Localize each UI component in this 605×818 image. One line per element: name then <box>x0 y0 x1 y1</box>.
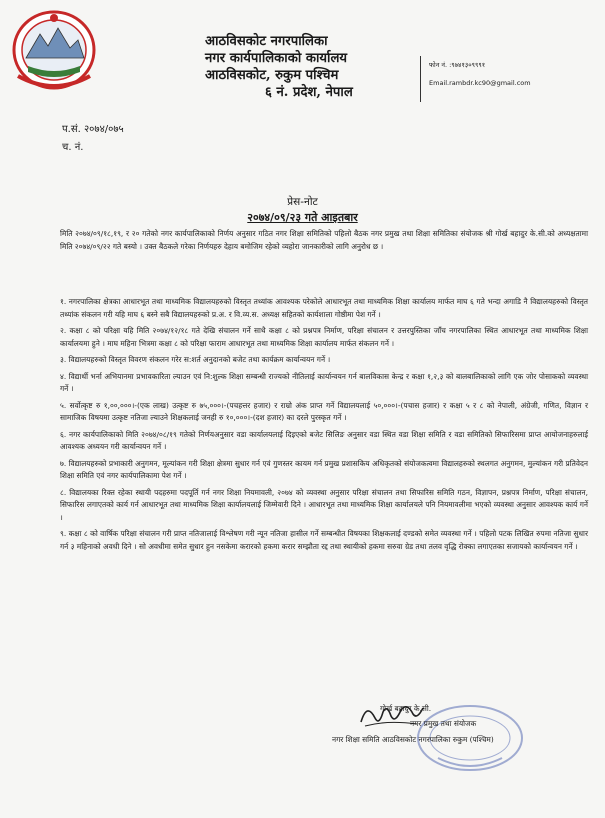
municipality-name: आठविसकोट नगरपालिका <box>205 34 328 49</box>
decision-item: १. नगरपालिका क्षेत्रका आधारभूत तथा माध्यमिक विद्यालयहरुको विस्तृत तथ्यांक आवश्यक परेकोले आधारभूत तथा माध्यमिक शिक्षा कार्यालय मार्फत माघ ६ गते भन्दा अगाडि नै विद्यालयहरुको विस्तृत तथ्यांक संकलन गरी यहि माघ ६ बस्ने सबै विद्यालयहरुको प्र.अ. र वि.व्य.स. अध्यक्ष सहितको कार्यशाला गोष्ठीमा पेश गर्ने । <box>60 297 588 319</box>
province-line: ६ नं. प्रदेश, नेपाल <box>265 85 353 100</box>
office-address: आठविसकोट, रुकुम पश्चिम <box>205 68 339 83</box>
decision-item: ५. सर्वोत्कृष्ट रु १,००,०००।-(एक लाख) उत्कृष्ट रु ७५,०००।-(पचहत्तर हजार) र राम्रो अंक प्राप्त गर्ने विद्यालयलाई ५०,०००।-(पचास हजार) र कक्षा ५ र ८ को नेपाली, अंग्रेजी, गणित, विज्ञान र सामाजिक विषयमा उत्कृष्ट नतिजा ल्याउने शिक्षकलाई जनही रु १०,०००।-(दश हजार) का दरले पुरस्कृत गर्ने । <box>60 400 588 422</box>
phone-number: फोन नं. :९७४१३०९९९१ <box>429 61 486 69</box>
document-date: २०७४/०९/२३ गते आइतबार <box>247 211 358 224</box>
decision-item: ६. नगर कार्यपालिकाको मिति २०७४/०८/१९ गतेको निर्णयअनुसार वडा कार्यालयलाई दिइएको बजेट सिलिङ अनुसार वडा स्थित वडा शिक्षा समिति र वडा समितिको सिफारिसमा प्राप्त आयोजनाहरुलाई आवश्यक अध्ययन गरी कार्यान्वयन गर्ने । <box>60 429 588 451</box>
dispatch-number: च. नं. <box>62 142 84 153</box>
reference-number: प.सं. २०७४/०७५ <box>62 124 124 135</box>
decision-item: ३. विद्यालयहरुको विस्तृत विवरण संकलन गरेर स:शर्त अनुदानको बजेट तथा कार्यक्रम कार्यान्वयन गर्ने । <box>60 355 331 364</box>
contact-block <box>420 56 603 102</box>
office-name: नगर कार्यपालिकाको कार्यालय <box>205 51 348 66</box>
decision-item: २. कक्षा ८ को परिक्षा यहि मिति २०७४/१२/१८ गते देखि संचालन गर्ने साथै कक्षा ८ को प्रश्नपत्र निर्माण, परिक्षा संचालन र उत्तरपुस्तिका जाँच नगरपालिका स्थित आधारभूत तथा माध्यमिक शिक्षा कार्यालयमा हुने । माघ महिना भित्रमा कक्षा ८ को परिक्षा फाराम आधारभूत तथा माध्यमिक शिक्षा कार्यालय मार्फत संकलन गर्ने । <box>60 326 588 348</box>
decision-item: ९. कक्षा ८ को वार्षिक परिक्षा संचालन गरी प्राप्त नतिजालाई विश्लेषण गरी न्यून नतिजा हासील गर्ने सम्बन्धीत विषयका शिक्षकलाई दण्डको समेत व्यवस्था गर्ने । पहिलो पटक लिखित रुपमा नतिजा सुधार गर्न ३ महिनाको अवधी दिने । सो अवधीमा समेत सुधार हुन नसकेमा करारको हकमा करार सम्झौता रद्द तथा स्थायीको हकमा सरुवा ग्रेड तथा तलव वृद्धि रोक्का लगाएतका सजायको कार्यान्वयन गर्ने । <box>60 529 588 551</box>
office-header <box>205 33 435 101</box>
document-heading: प्रेस-नोट <box>287 196 318 208</box>
decision-item: ४. विद्यार्थी भर्ना अभियानमा प्रभावकारिता ल्याउन एवं नि:शुल्क शिक्षा सम्बन्धी राज्यको नीतिलाई कार्यान्वयन गर्न बालविकास केन्द्र र कक्षा १,२,३ को बालबालिकाको लागि एक जोर पोसाकको व्यवस्था गर्ने । <box>60 371 588 393</box>
signatory-role: नगर प्रमुख तथा संयोजक <box>410 719 477 728</box>
decision-item: ७. विद्यालयहरुको प्रभाकारी अनुगमन, मूल्यांकन गरी शिक्षा क्षेत्रमा सुधार गर्न एवं गुणस्तर कायम गर्न प्रमुख प्रशासकिय अधिकृतको संयोजकत्वमा विद्यालहरुको स्थलगत अनुगमन, मुल्यांकन गरी प्रतिवेदन शिक्षा समिति एवं नगर कार्यपालिकामा पेश गर्ने । <box>60 458 588 480</box>
decisions-list <box>60 296 588 557</box>
email-address: Email.rambdr.kc90@gmail.com <box>429 79 531 87</box>
decision-item: ८. विद्यालयका रिक्त रहेका स्थायी पदहरुमा पदपूर्ति गर्न नगर शिक्षा नियमावली, २०७४ को व्यवस्था अनुसार परिक्षा संचालन तथा सिफारिस समिति गठन, विज्ञापन, प्रश्नपत्र निर्माण, परिक्षा संचालन, सिफारिस लगाएतको कार्य गर्न आधारभूत तथा माध्यमिक शिक्षा कार्यालयलाई जिम्मेवारी दिने । आधारभूत तथा माध्यमिक शिक्षा कार्यालयले पनि नियमावलीमा भएको व्यवस्था अनुसार आवश्यक कार्य गर्ने । <box>60 487 588 522</box>
intro-text: मिति २०७४/०९/१८,१९, र २० गतेको नगर कार्यपालिकाको निर्णय अनुसार गठित नगर शिक्षा समितिको पहिलो बैठक नगर प्रमुख तथा शिक्षा समितिका संयोजक श्री गोर्ख बहादुर के.सी.को अध्यक्षतामा मिति २०७४/०९/२२ गते बस्यो । उक्त बैठकले गरेका निर्णयहरु देहाय बमोजिम रहेको व्यहोरा जानकारीको लागि अनुरोध छ । <box>60 229 588 251</box>
signatory-name: गोर्ख बहादुर के.सी. <box>380 704 432 713</box>
nepal-emblem-icon <box>8 6 100 92</box>
intro-paragraph <box>60 228 588 257</box>
signatory-office: नगर शिक्षा समिति आठविसकोट नगरपालिका रुकुम (पश्चिम) <box>332 735 494 744</box>
